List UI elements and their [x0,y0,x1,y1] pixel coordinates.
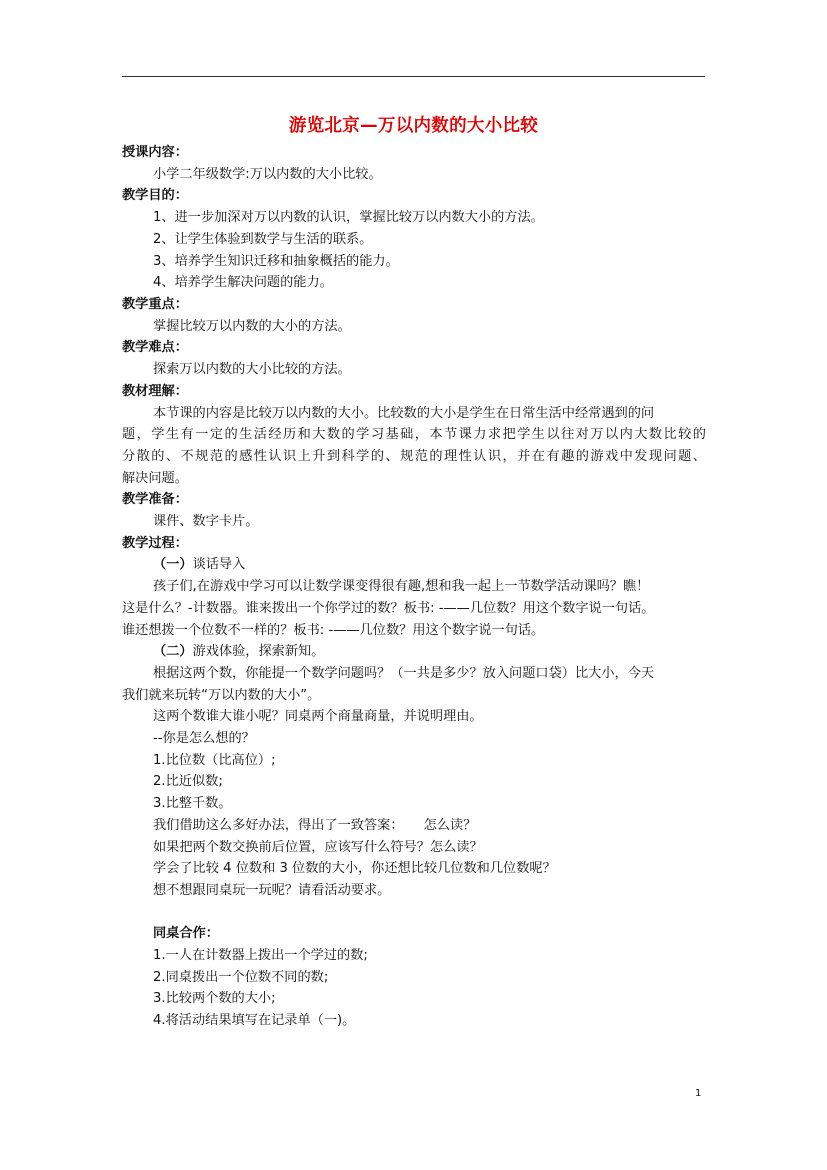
list-item: 3.比整千数。 [153,796,232,811]
list-item: 2.比近似数; [153,774,223,789]
list-item: 1.一人在计数器上拨出一个学过的数; [153,948,368,963]
heading-content: 授课内容： [122,145,188,160]
paragraph-line: 根据这两个数，你能提一个数学问题吗？（一共是多少？放入问题口袋）比大小，今天 [153,666,655,681]
paragraph: 小学二年级数学:万以内数的大小比较。 [153,167,382,182]
section-line [153,641,324,663]
paragraph: 想不想跟同桌玩一玩呢？请看活动要求。 [153,883,391,898]
paragraph: 这两个数谁大谁小呢？同桌两个商量商量，并说明理由。 [153,709,483,724]
paragraph-line: 孩子们,在游戏中学习可以让数学课变得很有趣,想和我一起上一节数学活动课吗？瞧！ [153,579,650,594]
heading-pair-work: 同桌合作： [153,926,219,941]
section-title: 谈话导入 [192,557,246,572]
section-title: 游戏体验，探索新知。 [192,644,325,659]
list-item: 3.比较两个数的大小; [153,991,276,1006]
answer-text: 我们借助这么多好办法，得出了一致答案： [153,818,404,833]
paragraph-line: 谁还想拨一个位数不一样的？板书: -——几位数？用这个数字说一句话。 [122,623,545,638]
page-number: 1 [695,1088,702,1099]
heading-material: 教材理解： [122,384,188,399]
paragraph: --你是怎么想的？ [153,731,255,746]
how-to-read: 怎么读？ [423,818,477,833]
heading-key-points: 教学重点： [122,297,188,312]
section-line [153,554,245,576]
paragraph-line: 我们就来玩转“万以内数的大小”。 [122,688,321,703]
heading-objectives: 教学目的： [122,188,188,203]
list-item: 4、培养学生解决问题的能力。 [153,275,333,290]
section-number: （一） [153,557,193,572]
list-item: 2.同桌拨出一个位数不同的数; [153,970,329,985]
list-item: 2、让学生体验到数学与生活的联系。 [153,232,373,247]
paragraph-line: 本节课的内容是比较万以内数的大小。比较数的大小是学生在日常生活中经常遇到的问 [153,406,655,421]
paragraph-line: 这是什么？-计数器。谁来拨出一个你学过的数？板书: -——几位数？用这个数字说一句话。 [122,601,655,616]
paragraph: 如果把两个数交换前后位置，应该写什么符号？怎么读？ [153,840,483,855]
document-title: 游览北京—万以内数的大小比较 [288,116,539,136]
paragraph-line: 题，学生有一定的生活经历和大数的学习基础，本节课力求把学生以往对万以内大数比较的 [122,427,706,442]
section-number: （二） [153,644,193,659]
header-rule [122,76,705,77]
paragraph: 学会了比较 4 位数和 3 位数的大小，你还想比较几位数和几位数呢？ [153,861,556,876]
paragraph: 课件、数字卡片。 [153,514,259,529]
paragraph-line [153,815,476,837]
paragraph: 掌握比较万以内数的大小的方法。 [153,319,351,334]
heading-preparation: 教学准备： [122,492,188,507]
list-item: 1.比位数（比高位）; [153,753,276,768]
list-item: 4.将活动结果填写在记录单（一)。 [153,1013,356,1028]
heading-process: 教学过程： [122,536,188,551]
paragraph-line: 分散的、不规范的感性认识上升到科学的、规范的理性认识，并在有趣的游戏中发现问题、 [122,449,706,464]
paragraph-line: 解决问题。 [122,471,188,486]
heading-difficulties: 教学难点： [122,340,188,355]
list-item: 3、培养学生知识迁移和抽象概括的能力。 [153,254,399,269]
list-item: 1、进一步加深对万以内数的认识，掌握比较万以内数大小的方法。 [153,210,544,225]
paragraph: 探索万以内数的大小比较的方法。 [153,362,351,377]
